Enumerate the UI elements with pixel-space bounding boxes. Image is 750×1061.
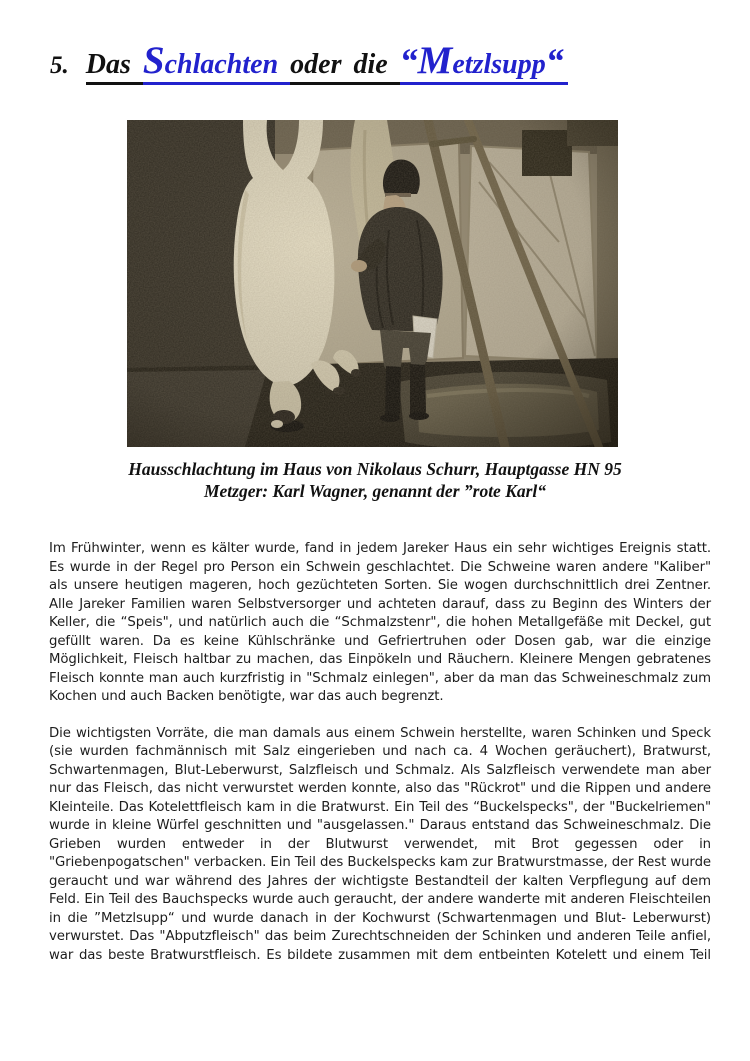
hausschlachtung-photo <box>127 120 618 447</box>
title-words-oder-die: oder die <box>290 49 400 85</box>
caption-line-2: Metzger: Karl Wagner, genannt der ”rote Karl“ <box>203 481 547 501</box>
vignette <box>127 120 618 447</box>
closing-quote: “ <box>545 41 564 81</box>
title-word-schlachten <box>142 39 290 85</box>
caption-line-1: Hausschlachtung im Haus von Nikolaus Schurr, Hauptgasse HN 95 <box>128 459 622 479</box>
article-text <box>49 540 711 965</box>
paragraph-2: Die wichtigsten Vorräte, die man damals aus einem Schwein herstellte, waren Schinken und Speck (sie wurden fachmännisch mit Salz eingerieben und nach ca. 4 Wochen geräuchert), Bratwurst, Schwartenmagen, Blut-Leberwurst, Salzfleisch und Schmalz. Als Salzfleisch verwendete man aber nur das Fleisch, das nicht verwurstet werden konnte, also das "Rückrot" und die Rippen und andere Kleinteile. Das Kotelettfleisch kam in die Bratwurst. Ein Teil des “Buckelspecks", der "Buckelriemen" wurde in kleine Würfel geschnitten und "ausgelassen." Daraus entstand das Schweineschmalz. Die Grieben wurden entweder in der Blutwurst verwendet, mit Brot gegessen oder in "Griebenpogatschen" verbacken. Ein Teil des Buckelspecks kam zur Bratwurstmasse, der Rest wurde geraucht und war während des Jahres der wichtigste Bestandteil der kalten Verpflegung auf dem Feld. Ein Teil des Bauchspecks wurde auch geraucht, der andere wanderte mit anderen Fleischteilen in die ”Metzlsupp“ und wurde danach in der Kochwurst (Schwartenmagen und Blut- Leberwurst) verwurstet. Das "Abputzfleisch" das beim Zurechtschneiden der Schinken und anderen Teile anfiel, war das beste Bratwurstfleisch. Es bildete zusammen mit dem entbeinten Kotelett und einem Teil <box>49 725 711 963</box>
title-word-schlachten-rest: chlachten <box>164 49 279 80</box>
opening-quote: “ <box>399 41 418 81</box>
title-initial-s: S <box>142 39 165 82</box>
slaughter-scene-illustration <box>127 120 618 447</box>
chapter-number: 5. <box>50 52 69 79</box>
title-word-das: Das <box>86 49 143 85</box>
title-word-metzlsupp-rest: etzlsupp <box>452 49 546 80</box>
title-word-metzlsupp <box>399 39 568 85</box>
title-initial-m: M <box>417 39 453 82</box>
paragraph-1: Im Frühwinter, wenn es kälter wurde, fand in jedem Jareker Haus ein sehr wichtiges Ereignis statt. Es wurde in der Regel pro Person ein Schwein geschlachtet. Die Schweine waren andere "Kaliber" als unsere heutigen mageren, hoch gezüchteten Sorten. Sie wogen durchschnittlich drei Zentner. Alle Jareker Familien waren Selbstversorger und achteten darauf, dass zu Beginn des Winters der Keller, die “Speis", und natürlich auch die “Schmalzstenr", die hohen Metallgefäße mit Deckel, gut gefüllt waren. Da es keine Kühlschränke und Gefriertruhen oder Dosen gab, war die einzige Möglichkeit, Fleisch haltbar zu machen, das Einpökeln und Räuchern. Kleinere Mengen gebratenes Fleisch konnte man auch kurzfristig in "Schmalz einlegen", aber da man das Schweineschmalz zum Kochen und auch Backen benötigte, war das auch begrenzt. <box>49 541 711 704</box>
photo-caption <box>0 458 750 502</box>
chapter-title <box>50 39 568 83</box>
